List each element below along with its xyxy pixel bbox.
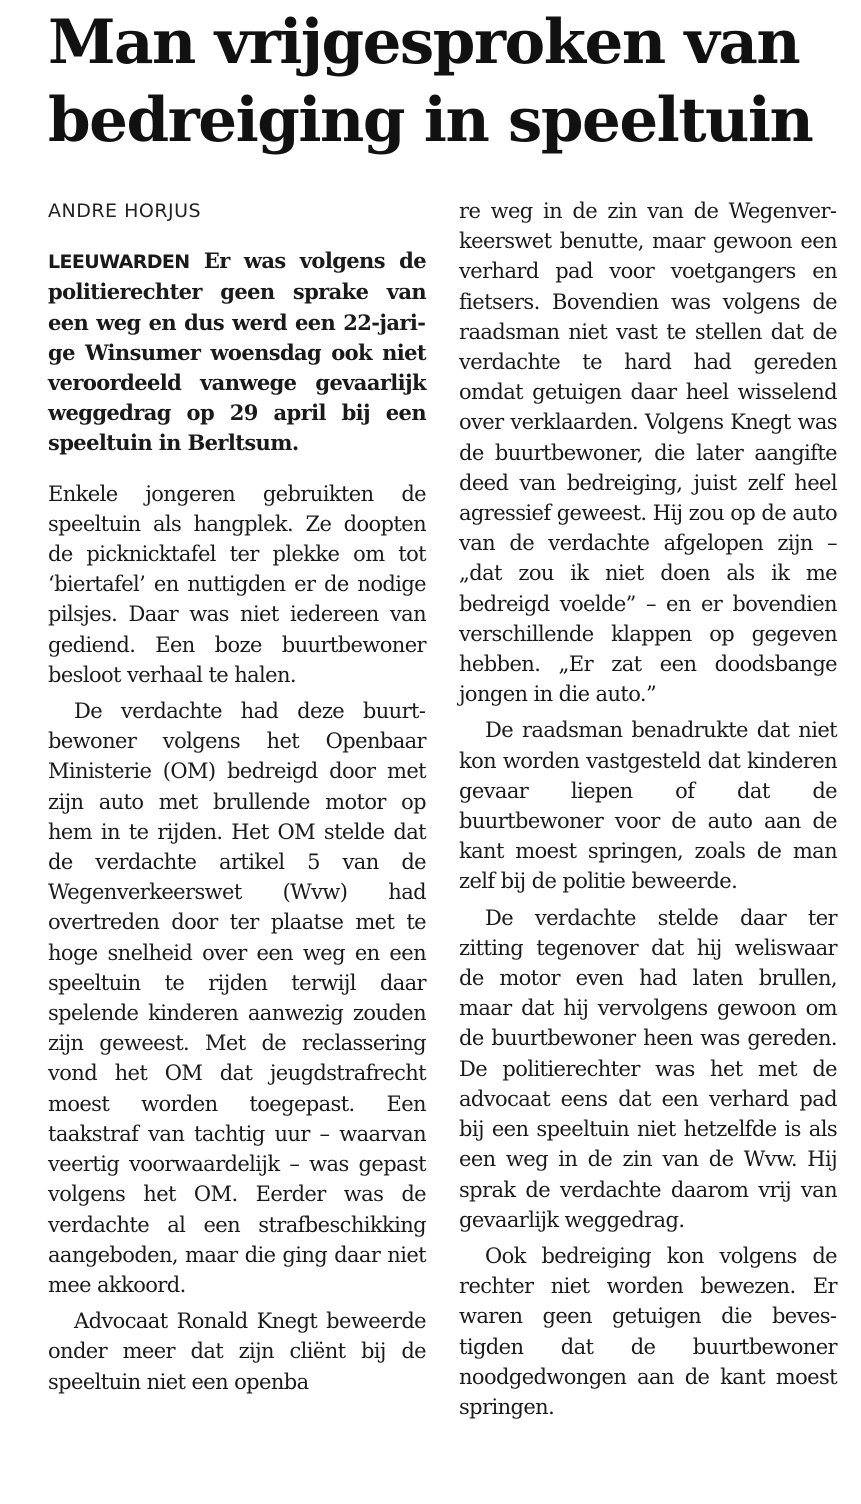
lead-paragraph (48, 246, 426, 458)
column-left (48, 196, 426, 1397)
body-paragraph: Enkele jongeren gebruikten de speeltuin als hangplek. Ze doopten de picknicktafel ter plekke om tot ‘biertafel’ en nuttigden er de nodige pilsjes. Daar was niet iedereen van gediend. Een boze buurtbewoner besloot verhaal te halen. (48, 481, 426, 687)
lead-text: Er was volgens de politierechter geen sprake van een weg en dus werd een 22-jarige Winsumer woensdag ook niet veroordeeld vanwege gevaarlijk weggedrag op 29 april bij een speeltuin in Berltsum. (48, 248, 426, 456)
body-paragraph: De verdachte had deze buurtbewoner volgens het Openbaar Ministerie (OM) bedreigd door met zijn auto met brullende motor op hem in te rijden. Het OM stelde dat de verdachte artikel 5 van de Wegenverkeerswet (Wvw) had overtreden door ter plaatse met te hoge snelheid over een weg en een speeltuin te rijden terwijl daar spelende kinderen aanwezig zouden zijn geweest. Met de reclassering vond het OM dat jeugdstrafrecht moest worden toegepast. Een taakstraf van tachtig uur – waarvan veertig voorwaardelijk – was gepast volgens het OM. Eerder was de verdachte al een strafbeschikking aangeboden, maar die ging daar niet mee akkoord. (48, 699, 426, 1297)
body-paragraph: re weg in de zin van de Wegenverkeerswet benutte, maar gewoon een verhard pad voor voetgangers en fietsers. Bovendien was volgens de raadsman niet vast te stellen dat de verdachte te hard had gereden omdat getuigen daar heel wisselend over verklaarden. Volgens Knegt was de buurtbewoner, die later aangifte deed van bedreiging, juist zelf heel agressief geweest. Hij zou op de auto van de verdachte afgelopen zijn – „dat zou ik niet doen als ik me bedreigd voelde” – en er bovendien verschillende klappen op gegeven hebben. „Er zat een doodsbange jongen in die auto.” (459, 199, 837, 707)
headline: Man vrijgesproken van bedreiging in speeltuin (48, 7, 813, 156)
body-paragraph: De raadsman benadrukte dat niet kon worden vastgesteld dat kinderen gevaar liepen of dat de buurtbewoner voor de auto aan de kant moest springen, zoals de man zelf bij de politie beweerde. (459, 718, 837, 894)
body-paragraph: De verdachte stelde daar ter zitting tegenover dat hij weliswaar de motor even had laten brullen, maar dat hij vervolgens gewoon om de buurtbewoner heen was gereden. De politierechter was het met de advocaat eens dat een verhard pad bij een speeltuin niet hetzelfde is als een weg in de zin van de Wvw. Hij sprak de verdachte daarom vrij van gevaarlijk weggedrag. (459, 905, 837, 1232)
byline: ANDRE HORJUS (48, 200, 202, 222)
body-paragraph: Advocaat Ronald Knegt beweerde onder meer dat zijn cliënt bij de speeltuin niet een openba (48, 1309, 426, 1394)
body-paragraph: Ook bedreiging kon volgens de rechter niet worden bewezen. Er waren geen getuigen die bevestigden dat de buurtbewoner noodgedwongen aan de kant moest springen. (459, 1243, 837, 1419)
dateline: LEEUWARDEN (48, 251, 190, 274)
column-right (459, 196, 837, 1422)
